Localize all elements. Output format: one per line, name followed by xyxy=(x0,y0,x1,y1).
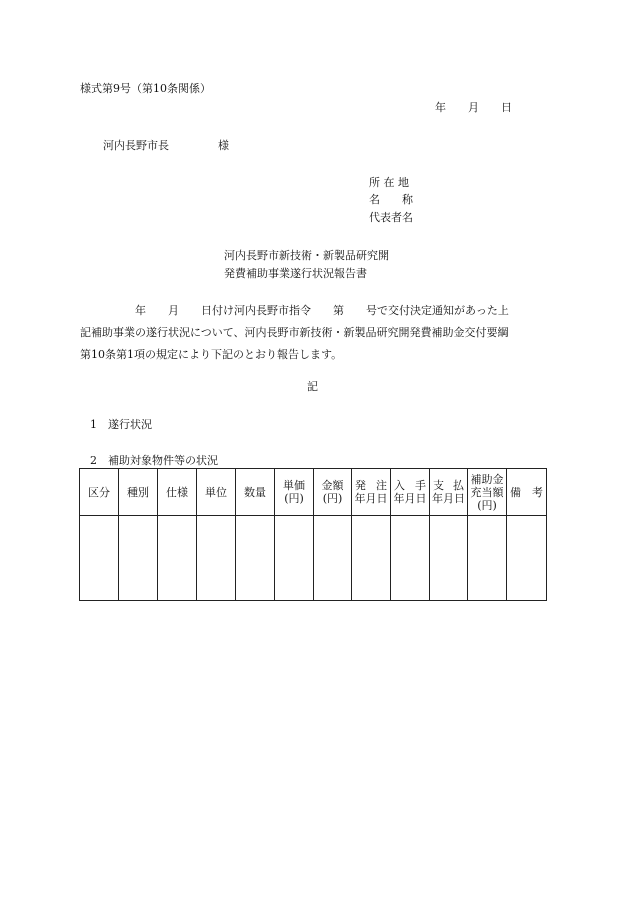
header-hatchu-char2: 注 xyxy=(376,479,387,492)
address-label: 所 在 地 xyxy=(369,176,409,189)
header-shiyo: 仕様 xyxy=(158,469,197,516)
cell-suryo[interactable] xyxy=(236,516,275,601)
header-nyushu xyxy=(391,469,430,516)
header-tanka-line2: (円) xyxy=(284,492,304,505)
header-suryo: 数量 xyxy=(236,469,275,516)
cell-tani[interactable] xyxy=(197,516,236,601)
header-hatchu-line1 xyxy=(352,479,390,492)
recipient-honorific: 様 xyxy=(218,139,229,152)
cell-hojo[interactable] xyxy=(468,516,507,601)
section-progress: 1 遂行状況 xyxy=(90,418,152,431)
form-number: 様式第9号（第10条関係） xyxy=(80,82,211,95)
body-line-1: 年 月 日付け河内長野市指令 第 号で交付決定通知があった上 xyxy=(80,304,509,317)
cell-shubetsu[interactable] xyxy=(119,516,158,601)
table-header-row xyxy=(80,469,547,516)
cell-tanka[interactable] xyxy=(275,516,314,601)
section-items: 2 補助対象物件等の状況 xyxy=(90,454,218,467)
date-line: 年 月 日 xyxy=(435,101,512,114)
header-tanka-line1: 単価 xyxy=(283,479,305,492)
body-line-3: 第10条第1項の規定により下記のとおり報告します。 xyxy=(80,348,343,361)
body-line-2: 記補助事業の遂行状況について、河内長野市新技術・新製品研究開発費補助金交付要綱 xyxy=(80,326,509,339)
cell-kubun[interactable] xyxy=(80,516,119,601)
cell-shiharai[interactable] xyxy=(430,516,468,601)
items-table xyxy=(79,468,547,601)
header-shiharai-line1 xyxy=(430,479,467,492)
header-tani: 単位 xyxy=(197,469,236,516)
header-kingaku-line2: (円) xyxy=(322,492,343,505)
header-tanka xyxy=(275,469,314,516)
table-row xyxy=(80,516,547,601)
header-hojo-line3: (円) xyxy=(477,498,497,512)
header-shubetsu: 種別 xyxy=(119,469,158,516)
cell-kingaku[interactable] xyxy=(314,516,352,601)
header-kingaku xyxy=(314,469,352,516)
header-nyushu-char2: 手 xyxy=(415,479,426,492)
cell-shiyo[interactable] xyxy=(158,516,197,601)
name-label: 名 称 xyxy=(369,193,413,206)
header-shiharai-char1: 支 xyxy=(433,479,444,492)
header-hatchu-line2: 年月日 xyxy=(354,492,388,505)
header-hojo xyxy=(468,469,507,516)
header-hatchu xyxy=(352,469,391,516)
header-hojo-line2: 充当額 xyxy=(470,485,504,499)
header-nyushu-char1: 入 xyxy=(394,479,405,492)
header-nyushu-line1 xyxy=(391,479,429,492)
header-shiharai xyxy=(430,469,468,516)
representative-label: 代表者名 xyxy=(369,211,413,224)
header-shiharai-char2: 払 xyxy=(453,479,464,492)
cell-hatchu[interactable] xyxy=(352,516,391,601)
report-title-line2: 発費補助事業遂行状況報告書 xyxy=(224,267,367,280)
cell-nyushu[interactable] xyxy=(391,516,430,601)
ki-marker: 記 xyxy=(307,380,318,393)
report-title-line1: 河内長野市新技術・新製品研究開 xyxy=(224,249,389,262)
header-kubun: 区分 xyxy=(80,469,119,516)
header-nyushu-line2: 年月日 xyxy=(393,492,427,505)
report-body xyxy=(80,300,550,366)
recipient-name: 河内長野市長 xyxy=(103,139,169,152)
header-hojo-line1: 補助金 xyxy=(470,472,504,486)
header-shiharai-line2: 年月日 xyxy=(432,492,465,505)
header-kingaku-line1: 金額 xyxy=(321,479,344,492)
cell-biko[interactable] xyxy=(507,516,547,601)
header-hatchu-char1: 発 xyxy=(355,479,366,492)
header-biko: 備 考 xyxy=(507,469,547,516)
